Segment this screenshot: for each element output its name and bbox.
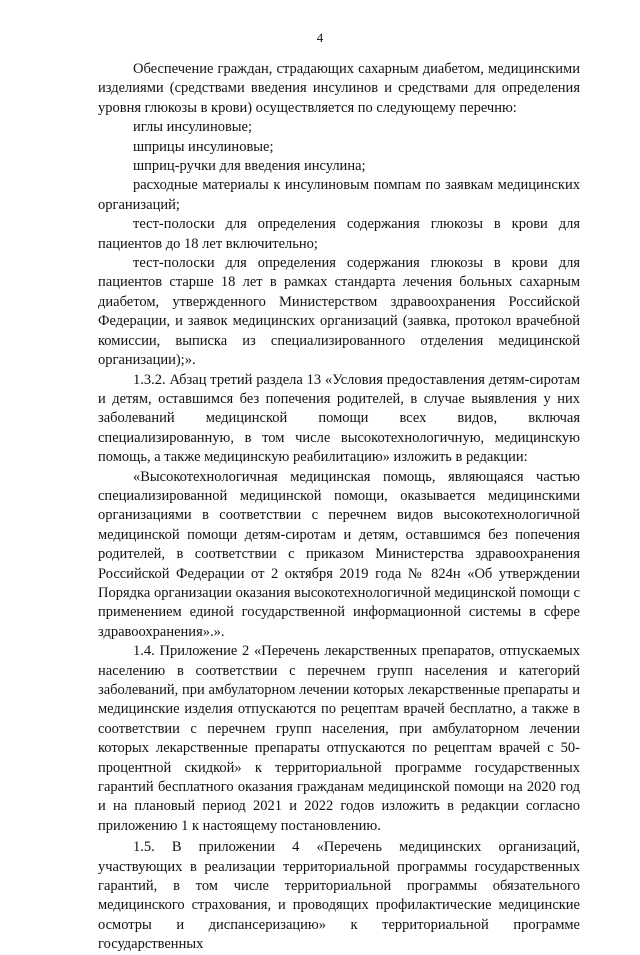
list-item-pump-supplies: расходные материалы к инсулиновым помпам по заявкам медицинских организаций; bbox=[98, 177, 580, 213]
list-item-syringes: шприцы инсулиновые; bbox=[133, 138, 274, 155]
paragraph-1-5: 1.5. В приложении 4 «Перечень медицинских организаций, участвующих в реализации территориальной программы государственных гарантий, в том числе территориальной программы обязательного медицинского страхования, и проводящих профилактические медицинские осмотры и диспансеризацию» к территориальной программе государственных bbox=[98, 839, 580, 953]
list-item-pens: шприц-ручки для введения инсулина; bbox=[133, 158, 366, 175]
list-item-needles: иглы инсулиновые; bbox=[133, 119, 253, 136]
paragraph-1-4: 1.4. Приложение 2 «Перечень лекарственных препаратов, отпускаемых населению в соответствии с перечнем групп населения и категорий заболеваний, при амбулаторном лечении которых лекарственные препараты и медицинские изделия отпускаются по рецептам врачей бесплатно, а также в соответствии с перечнем групп населения, при амбулаторном лечении которых лекарственные препараты отпускаются по рецептам врачей с 50-процентной скидкой» к территориальной программе государственных гарантий бесплатного оказания гражданам медицинской помощи на 2020 год и на плановый период 2021 и 2022 годов изложить в редакции согласно приложению 1 к настоящему постановлению. bbox=[98, 643, 580, 834]
list-item-test-strips-children: тест-полоски для определения содержания глюкозы в крови для пациентов до 18 лет включительно; bbox=[98, 216, 580, 252]
list-item-test-strips-adults: тест-полоски для определения содержания глюкозы в крови для пациентов старше 18 лет в рамках стандарта лечения больных сахарным диабетом, утвержденного Министерством здравоохранения Российской Федерации, и заявок медицинских организаций (заявка, протокол врачебной комиссии, выписка из специализированного отделения медицинской организации);». bbox=[98, 255, 580, 369]
page-number: 4 bbox=[316, 30, 324, 45]
document-body bbox=[98, 60, 580, 955]
paragraph-quote-hitech: «Высокотехнологичная медицинская помощь, являющаяся частью специализированной медицинской помощи, оказывается медицинскими организациями в соответствии с перечнем видов высокотехнологичной медицинской помощи детям-сиротам и детям, оставшимся без попечения родителей, в соответствии с приказом Министерства здравоохранения Российской Федерации от 2 октября 2019 года № 824н «Об утверждении Порядка организации оказания высокотехнологичной медицинской помощи с применением единой государственной информационной системы в сфере здравоохранения».». bbox=[98, 468, 580, 640]
paragraph-1-3-2: 1.3.2. Абзац третий раздела 13 «Условия предоставления детям-сиротам и детям, оставшимся без попечения родителей, в случае выявления у них заболеваний медицинской помощи всех видов, включая специализированную, в том числе высокотехнологичную, медицинскую помощь, а также медицинскую реабилитацию» изложить в редакции: bbox=[98, 371, 580, 466]
paragraph-intro: Обеспечение граждан, страдающих сахарным диабетом, медицинскими изделиями (средствами введения инсулинов и средствами для определения уровня глюкозы в крови) осуществляется по следующему перечню: bbox=[98, 61, 580, 116]
